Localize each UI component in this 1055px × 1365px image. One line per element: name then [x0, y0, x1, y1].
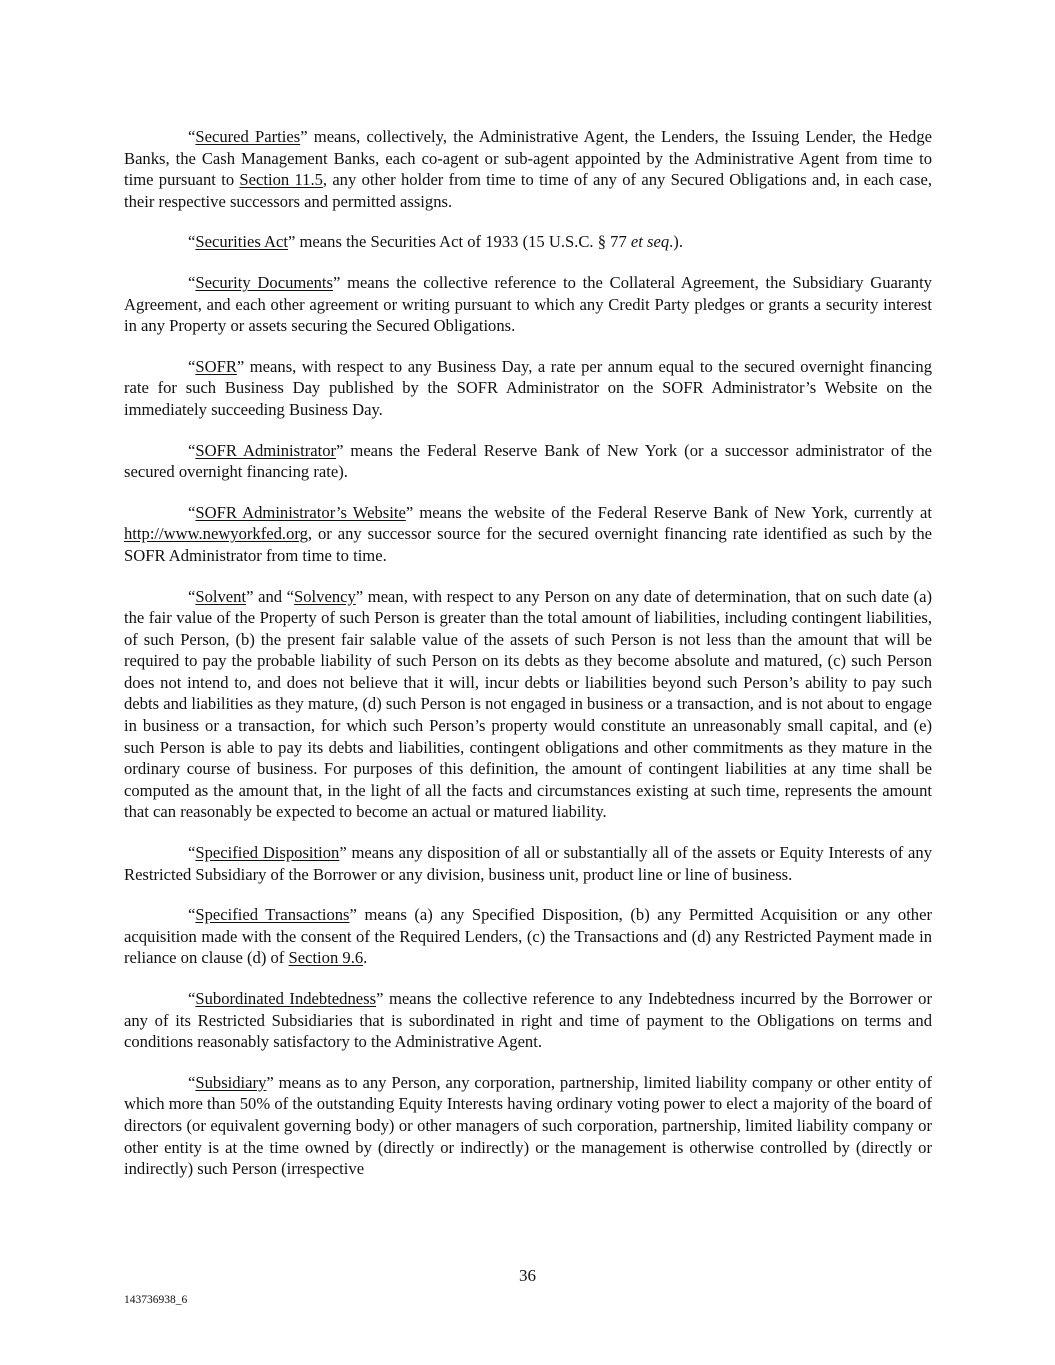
- definition-paragraph: [124, 440, 932, 483]
- defined-term: SOFR Administrator: [195, 440, 337, 460]
- definition-text: ” and “: [246, 586, 295, 606]
- definition-text: “: [188, 843, 196, 863]
- definition-text: .).: [669, 232, 683, 252]
- document-body: [124, 126, 932, 1199]
- definition-text: ” means the Federal Reserve Bank of New York (or a successor administrator of the secured overnight financing rate).: [124, 440, 932, 482]
- definition-text: ” means the collective reference to any Indebtedness incurred by the Borrower or any of its Restricted Subsidiaries that is subordinated in right and time of payment to the Obligations on terms and conditions reasonably satisfactory to the Administrative Agent.: [124, 989, 932, 1052]
- definition-text: “: [188, 586, 196, 606]
- definition-text: ” means, collectively, the Administrative Agent, the Lenders, the Issuing Lender, the Hedge Banks, the Cash Management Banks, each co-agent or sub-agent appointed by the Administrative Agent from time to time pursuant to: [124, 127, 932, 190]
- definition-paragraph: [124, 586, 932, 824]
- definition-paragraph: [124, 904, 932, 969]
- definition-text: , or any successor source for the secured overnight financing rate identified as such by the SOFR Administrator from time to time.: [124, 524, 932, 565]
- definition-text: “: [188, 989, 196, 1008]
- defined-term: Section 9.6: [288, 948, 364, 968]
- defined-term: Subordinated Indebtedness: [195, 989, 377, 1008]
- definition-text: “: [188, 356, 196, 376]
- definition-text: ” means the collective reference to the Collateral Agreement, the Subsidiary Guaranty Agreement, and each other agreement or writing pursuant to which any Credit Party pledges or grants a security interest in any Property or assets securing the Secured Obligations.: [124, 272, 932, 336]
- defined-term: Section 11.5: [239, 170, 323, 190]
- definition-text: “: [188, 127, 196, 146]
- definition-text: ” means the Securities Act of 1933 (15 U.S.C. § 77: [288, 232, 631, 252]
- defined-term: Solvent: [195, 586, 247, 606]
- definition-paragraph: [124, 231, 932, 253]
- definition-paragraph: [124, 1072, 932, 1180]
- defined-term: Specified Disposition: [195, 843, 340, 863]
- definition-text: “: [188, 440, 196, 460]
- italic-text: et seq: [630, 232, 670, 252]
- defined-term: http://www.newyorkfed.org: [124, 524, 308, 544]
- definition-text: ” means (a) any Specified Disposition, (b) any Permitted Acquisition or any other acquisition made with the consent of the Required Lenders, (c) the Transactions and (d) any Restricted Payment made in reliance on clause (d) of: [124, 905, 932, 968]
- page-number: 36: [519, 1266, 536, 1285]
- definition-text: ” means any disposition of all or substantially all of the assets or Equity Interests of any Restricted Subsidiary of the Borrower or any division, business unit, product line or line of business.: [124, 843, 932, 884]
- defined-term: SOFR: [195, 356, 237, 376]
- definition-text: ” means the website of the Federal Reserve Bank of New York, currently at: [405, 502, 932, 522]
- definition-text: “: [188, 502, 196, 522]
- definition-paragraph: [124, 356, 932, 421]
- definition-paragraph: [124, 126, 932, 212]
- defined-term: Solvency: [294, 586, 356, 606]
- definition-text: “: [188, 1072, 196, 1092]
- definition-text: , any other holder from time to time of any of any Secured Obligations and, in each case, their respective successors and permitted assigns.: [124, 170, 932, 211]
- definition-text: “: [188, 905, 196, 925]
- definition-paragraph: [124, 988, 932, 1053]
- definition-text: ” mean, with respect to any Person on any date of determination, that on such date (a) the fair value of the Property of such Person is greater than the total amount of liabilities, including contingent liabilities, of such Person, (b) the present fair salable value of the assets of such Person is not less than the amount that will be required to pay the probable liability of such Person on its debts as they become absolute and matured, (c) such Person does not intend to, and does not believe that it will, incur debts or liabilities beyond such Person’s ability to pay such debts and liabilities as they mature, (d) such Person is not engaged in business or a transaction, and is not about to engage in business or a transaction, for which such Person’s property would constitute an unreasonably small capital, and (e) such Person is able to pay its debts and liabilities, contingent obligations and other commitments as they mature in the ordinary course of business. For purposes of this definition, the amount of contingent liabilities at any time shall be computed as the amount that, in the light of all the facts and circumstances existing at such time, represents the amount that can reasonably be expected to become an actual or matured liability.: [124, 586, 932, 822]
- definition-text: ” means as to any Person, any corporation, partnership, limited liability company or other entity of which more than 50% of the outstanding Equity Interests having ordinary voting power to elect a majority of the board of directors (or equivalent governing body) or other managers of such corporation, partnership, limited liability company or other entity is at the time owned by (directly or indirectly) or the management is otherwise controlled by (directly or indirectly) such Person (irrespective: [124, 1072, 932, 1179]
- definition-paragraph: [124, 502, 932, 567]
- document-id: 143736938_6: [124, 1294, 188, 1306]
- definition-paragraph: [124, 842, 932, 885]
- definition-text: “: [188, 272, 196, 292]
- defined-term: Subsidiary: [195, 1072, 267, 1092]
- defined-term: Secured Parties: [195, 127, 301, 146]
- definition-text: ” means, with respect to any Business Day, a rate per annum equal to the secured overnight financing rate for such Business Day published by the SOFR Administrator on the SOFR Administrator’s Website on the immediately succeeding Business Day.: [124, 356, 932, 419]
- defined-term: SOFR Administrator’s Website: [195, 502, 406, 522]
- definition-text: .: [363, 948, 368, 968]
- definition-paragraph: [124, 272, 932, 337]
- defined-term: Specified Transactions: [195, 905, 350, 925]
- definition-text: “: [188, 232, 196, 252]
- defined-term: Security Documents: [195, 272, 333, 292]
- defined-term: Securities Act: [195, 232, 289, 252]
